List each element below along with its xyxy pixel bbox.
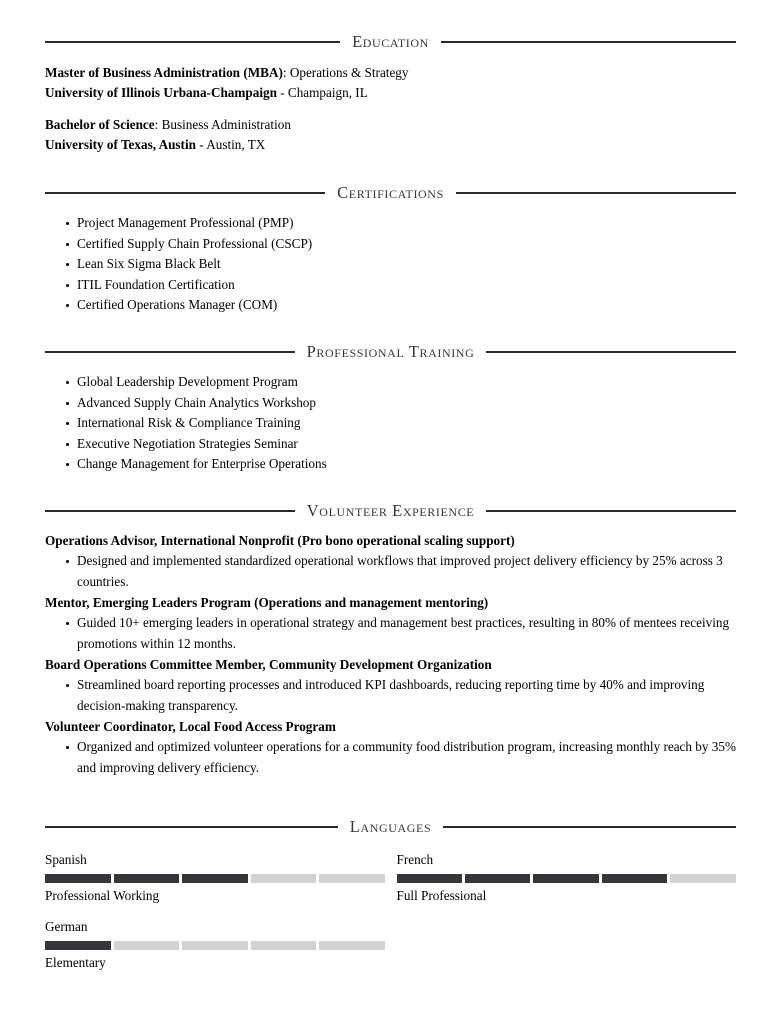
language-item [45,850,391,905]
meter-segment-filled [45,941,111,950]
education-degree-bold: Bachelor of Science [45,116,155,132]
list-item: Streamlined board reporting processes and introduced KPI dashboards, reducing reporting time by 40% and improving decision-making transparency. [45,675,736,716]
language-proficiency-bar [45,941,385,950]
language-level: Professional Working [45,887,160,903]
rule-left [45,41,340,43]
rule-right [486,510,736,512]
language-level: Full Professional [396,887,487,903]
education-degree-rest: : Business Administration [154,116,291,132]
education-school [45,135,736,155]
section-title-volunteer-experience: Volunteer Experience [306,500,475,520]
section-header-education [45,34,736,51]
meter-segment-filled [465,874,530,883]
education-school-rest: - Austin, TX [195,136,266,152]
volunteer-role-title: Operations Advisor, International Nonprofit (Pro bono operational scaling support) [45,533,515,548]
volunteer-role-bullets [45,613,736,654]
list-item: Organized and optimized volunteer operations for a community food distribution program, increasing monthly reach by 35% and improving delivery efficiency. [45,737,736,778]
section-title-certifications: Certifications [337,182,444,202]
education-school-rest: - Champaign, IL [276,84,368,100]
section-header-professional-training [45,341,736,361]
volunteer-role-bullets [45,737,736,778]
languages-grid [45,850,736,972]
volunteer-role [45,530,736,592]
meter-segment-filled [45,874,111,883]
volunteer-role-bullets [45,551,736,592]
certifications-list [45,213,736,316]
rule-left [45,351,295,353]
language-level: Elementary [45,954,106,970]
section-professional-training [45,316,736,475]
meter-segment-filled [533,874,598,883]
list-item: Lean Six Sigma Black Belt [45,254,736,275]
education-school-bold: University of Texas, Austin [45,136,196,152]
list-item: Designed and implemented standardized operational workflows that improved project delivery efficiency by 25% across 3 countries. [45,551,736,592]
list-item: Global Leadership Development Program [45,372,736,393]
volunteer-role [45,654,736,716]
rule-right [486,351,736,353]
rule-right [441,41,736,43]
section-header-certifications [45,182,736,202]
list-item: International Risk & Compliance Training [45,413,736,434]
list-item: ITIL Foundation Certification [45,275,736,296]
meter-segment-empty [251,941,317,950]
language-proficiency-bar [45,874,385,883]
professional-training-list [45,372,736,475]
list-item: Change Management for Enterprise Operations [45,454,736,475]
education-degree [45,63,736,83]
meter-segment-empty [251,874,317,883]
list-item: Guided 10+ emerging leaders in operational strategy and management best practices, resulting in 80% of mentees receiving promotions within 12 months. [45,613,736,654]
meter-segment-filled [602,874,667,883]
language-name: Spanish [45,851,87,867]
education-entry [45,63,736,103]
section-header-volunteer-experience [45,500,736,520]
section-certifications [45,155,736,316]
list-item: Certified Supply Chain Professional (CSCP) [45,234,736,255]
list-item: Executive Negotiation Strategies Seminar [45,434,736,455]
rule-left [45,826,338,828]
meter-segment-filled [182,874,248,883]
section-volunteer-experience [45,475,736,779]
meter-segment-empty [114,941,180,950]
section-header-languages [45,819,736,836]
rule-left [45,192,325,194]
education-degree [45,115,736,135]
meter-segment-filled [114,874,180,883]
volunteer-role-title: Mentor, Emerging Leaders Program (Operations and management mentoring) [45,595,489,610]
section-title-education: Education [352,32,429,51]
section-languages [45,778,736,972]
language-name: German [45,918,88,934]
language-proficiency-bar [397,874,736,883]
section-title-professional-training: Professional Training [306,341,475,361]
volunteer-role-title: Volunteer Coordinator, Local Food Access Program [45,719,336,734]
language-name: French [396,851,434,867]
volunteer-role [45,592,736,654]
volunteer-role-bullets [45,675,736,716]
education-entry [45,115,736,155]
language-item [45,917,391,972]
list-item: Project Management Professional (PMP) [45,213,736,234]
volunteer-role [45,716,736,778]
education-school [45,83,736,103]
section-education [45,0,736,155]
education-school-bold: University of Illinois Urbana-Champaign [45,84,277,100]
meter-segment-empty [182,941,248,950]
meter-segment-empty [319,874,385,883]
education-degree-bold: Master of Business Administration (MBA) [45,64,283,80]
meter-segment-empty [319,941,385,950]
list-item: Advanced Supply Chain Analytics Workshop [45,393,736,414]
education-degree-rest: : Operations & Strategy [282,64,409,80]
meter-segment-empty [670,874,735,883]
section-title-languages: Languages [349,817,432,836]
volunteer-role-title: Board Operations Committee Member, Community Development Organization [45,657,492,672]
language-item [391,850,737,905]
rule-right [443,826,736,828]
rule-right [456,192,736,194]
rule-left [45,510,295,512]
meter-segment-filled [397,874,462,883]
list-item: Certified Operations Manager (COM) [45,295,736,316]
